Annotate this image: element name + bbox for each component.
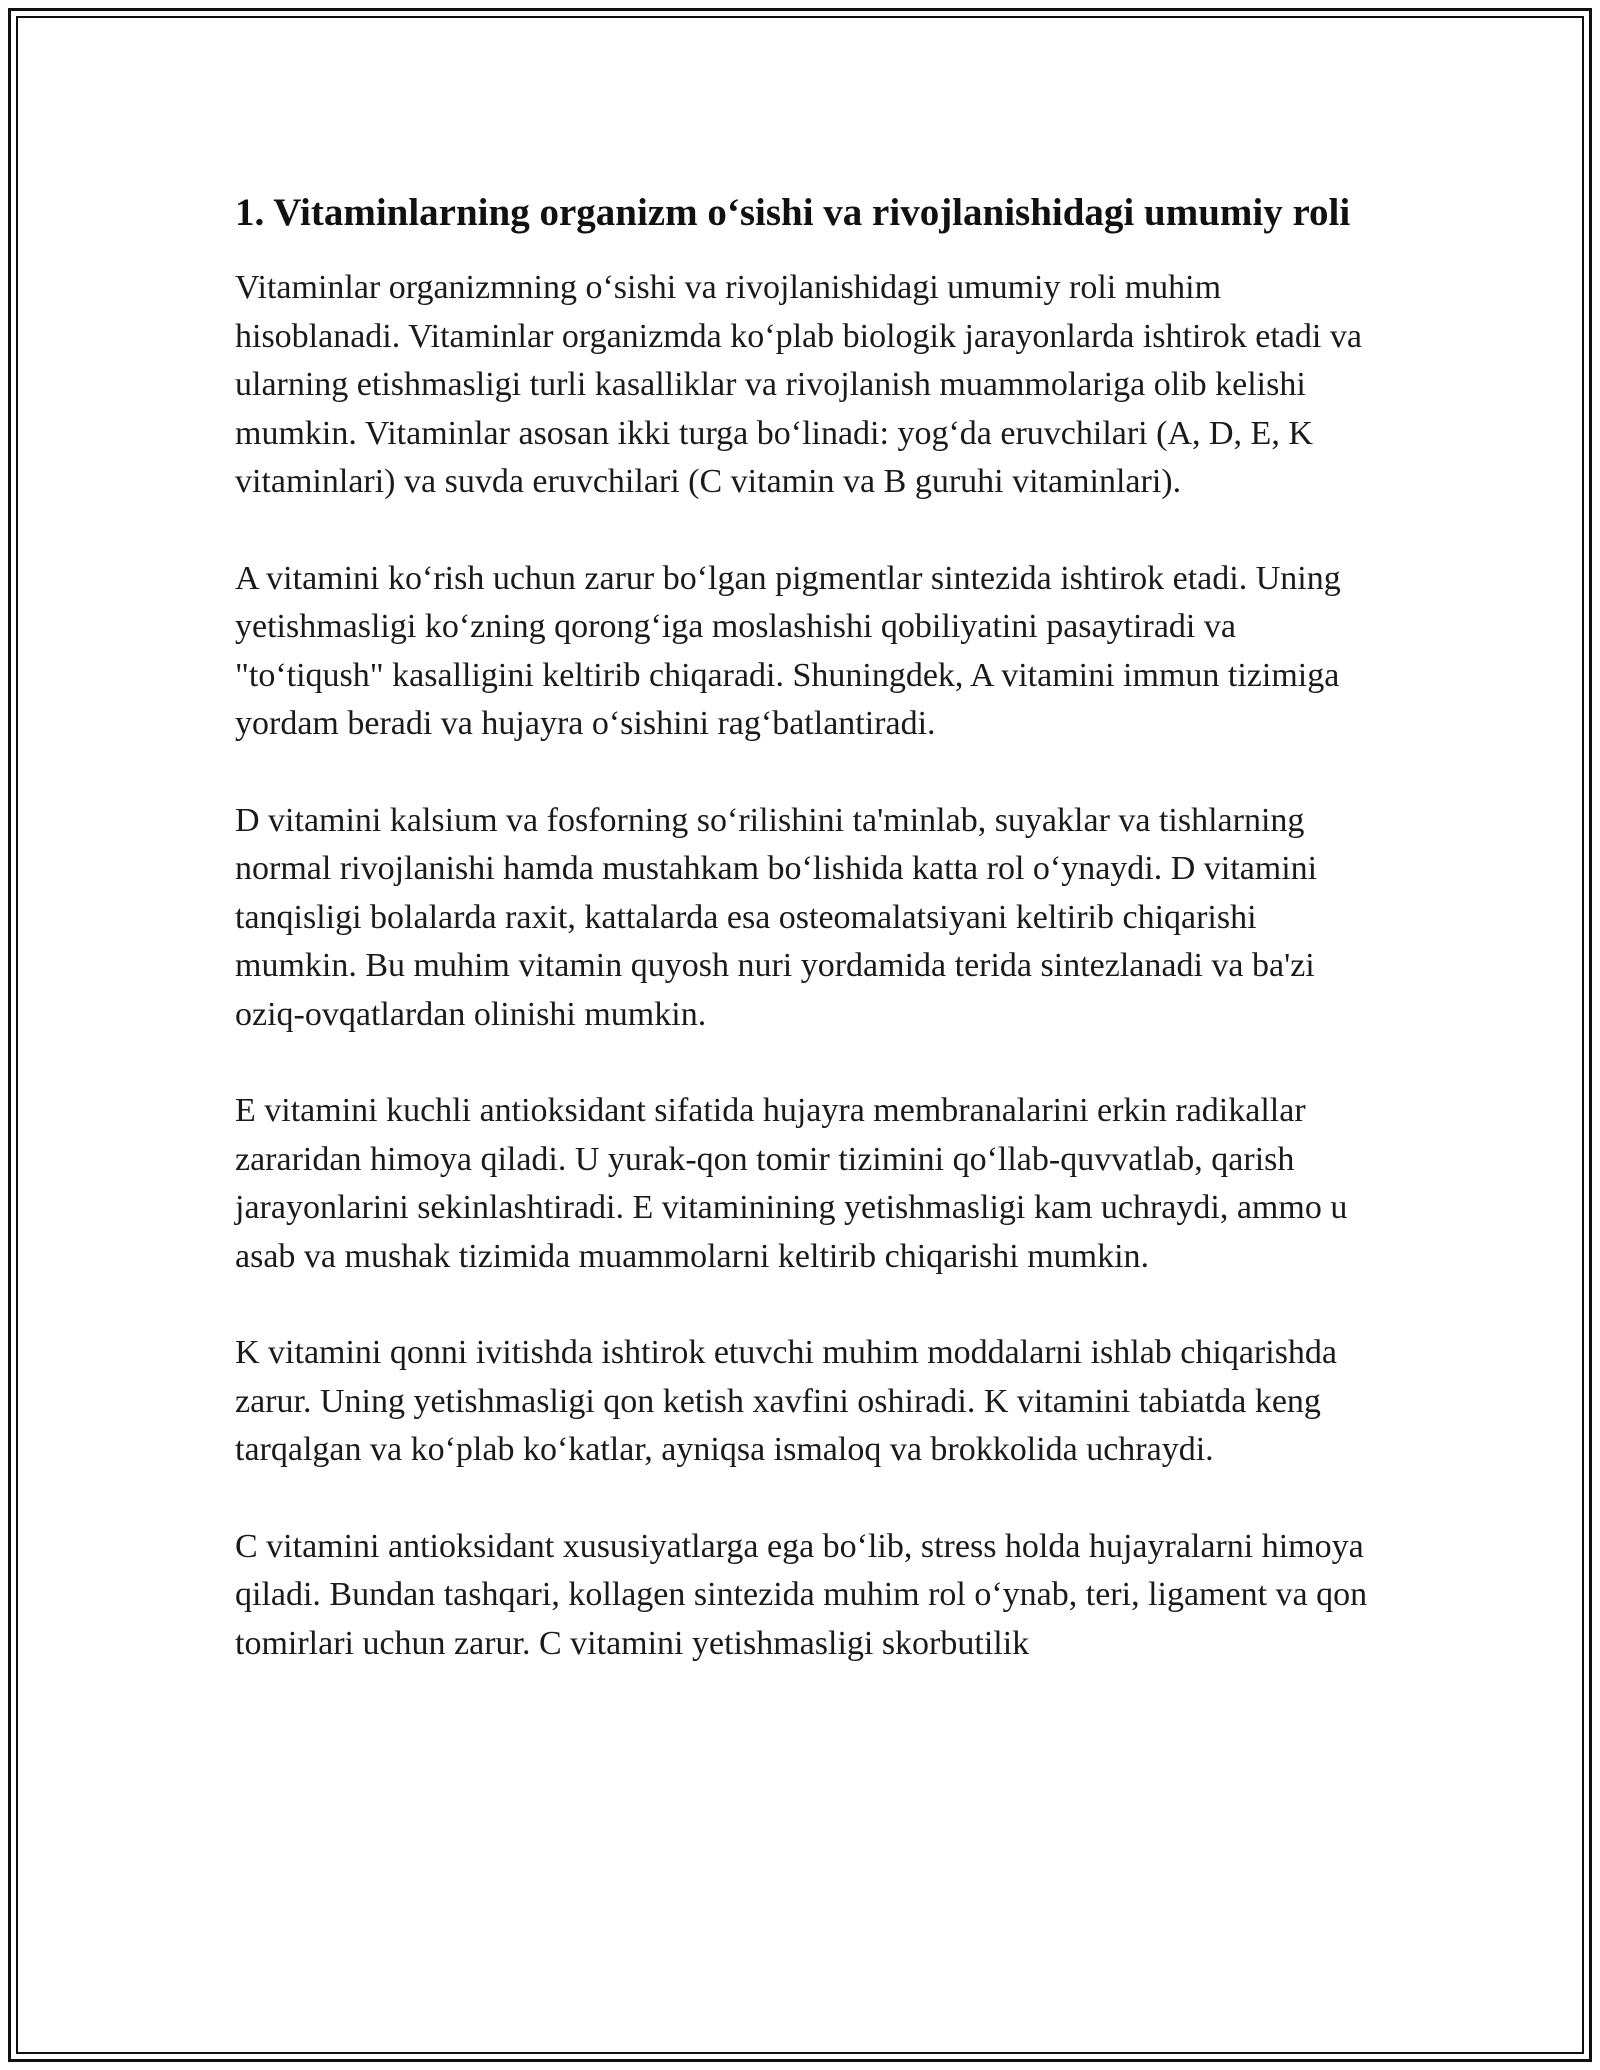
- paragraph-vitamin-e: E vitamini kuchli antioksidant sifatida hujayra membranalarini erkin radikallar zararidan himoya qiladi. U yurak-qon tomir tizimini qo‘llab-quvvatlab, qarish jarayonlarini sekinlashtiradi. E vitaminining yetishmasligi kam uchraydi, ammo u asab va mushak tizimida muammolarni keltirib chiqarishi mumkin.: [235, 1092, 1348, 1275]
- paragraph-vitamin-c: C vitamini antioksidant xususiyatlarga ega bo‘lib, stress holda hujayralarni himoya qiladi. Bundan tashqari, kollagen sintezida muhim rol o‘ynab, teri, ligament va qon tomirlari uchun zarur. C vitamini yetishmasligi skorbutilik: [235, 1527, 1368, 1662]
- paragraph-intro: Vitaminlar organizmning o‘sishi va rivojlanishidagi umumiy roli muhim hisoblanadi. Vitaminlar organizmda ko‘plab biologik jarayonlarda ishtirok etadi va ularning etishmasligi turli kasalliklar va rivojlanish muammolariga olib kelishi mumkin. Vitaminlar asosan ikki turga bo‘linadi: yog‘da eruvchilari (A, D, E, K vitaminlari) va suvda eruvchilari (C vitamin va B guruhi vitaminlari).: [235, 269, 1362, 500]
- section-title: 1. Vitaminlarning organizm o‘sishi va rivojlanishidagi umumiy roli: [235, 191, 1351, 234]
- document-body: [235, 185, 1370, 1716]
- paragraph-vitamin-d: D vitamini kalsium va fosforning so‘rilishini ta'minlab, suyaklar va tishlarning normal rivojlanishi hamda mustahkam bo‘lishida katta rol o‘ynaydi. D vitamini tanqisligi bolalarda raxit, kattalarda esa osteomalatsiyani keltirib chiqarishi mumkin. Bu muhim vitamin quyosh nuri yordamida terida sintezlanadi va ba'zi oziq-ovqatlardan olinishi mumkin.: [235, 801, 1318, 1033]
- paragraph-vitamin-k: K vitamini qonni ivitishda ishtirok etuvchi muhim moddalarni ishlab chiqarishda zarur. Uning yetishmasligi qon ketish xavfini oshiradi. K vitamini tabiatda keng tarqalgan va ko‘plab ko‘katlar, ayniqsa ismaloq va brokkolida uchraydi.: [235, 1334, 1338, 1468]
- paragraph-vitamin-a: A vitamini ko‘rish uchun zarur bo‘lgan pigmentlar sintezida ishtirok etadi. Uning yetishmasligi ko‘zning qorong‘iga moslashishi qobiliyatini pasaytiradi va "to‘tiqush" kasalligini keltirib chiqaradi. Shuningdek, A vitamini immun tizimiga yordam beradi va hujayra o‘sishini rag‘batlantiradi.: [235, 559, 1341, 742]
